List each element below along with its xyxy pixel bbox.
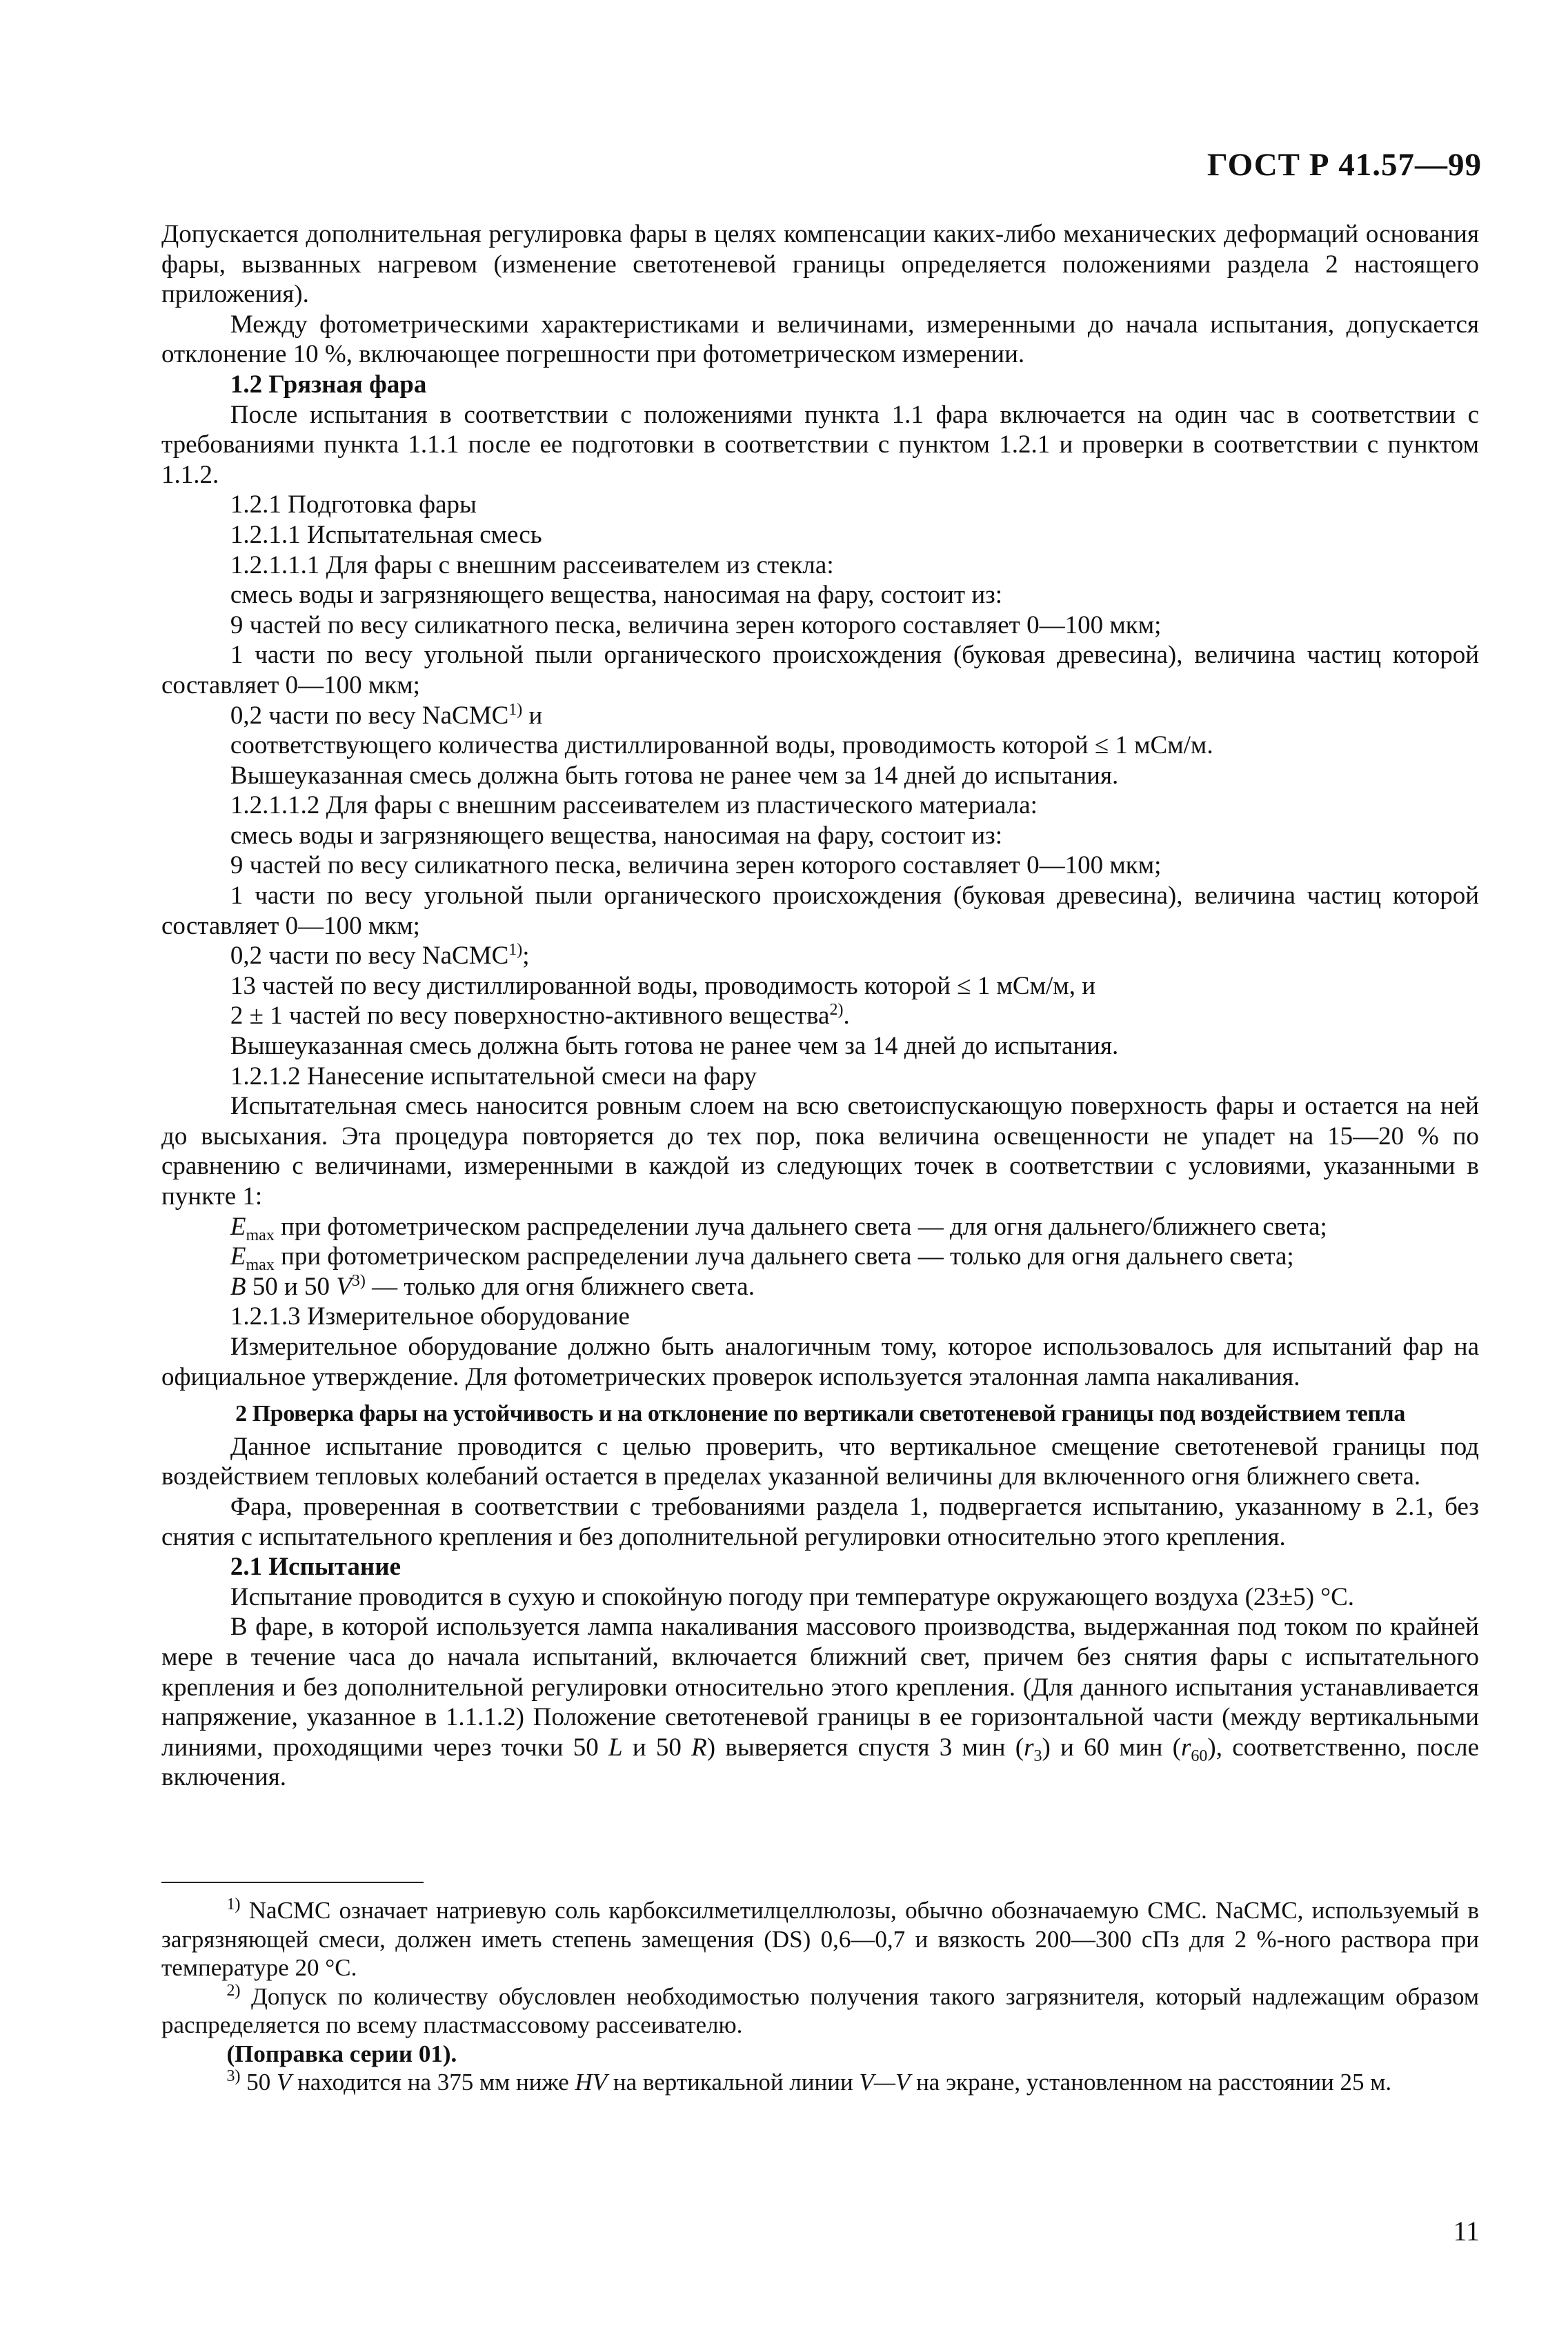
paragraph: После испытания в соответствии с положениями пункта 1.1 фара включается на один час в соответствии с требованиями пункта 1.1.1 после ее подготовки в соответствии с пунктом 1.2.1 и проверки в соответствии с пунктом 1.1.2. — [161, 400, 1479, 489]
document-body — [161, 219, 1479, 1793]
paragraph: Между фотометрическими характеристиками и величинами, измеренными до начала испытания, допускается отклонение 10 %, включающее погрешности при фотометрическом измерении. — [161, 310, 1479, 369]
footnote-ref: 1) — [508, 700, 523, 719]
list-item: 1 части по весу угольной пыли органического происхождения (буковая древесина), величина частиц которой составляет 0—100 мкм; — [161, 641, 1479, 699]
footnote-divider — [161, 1882, 424, 1883]
subsection-heading: 1.2.1.2 Нанесение испытательной смеси на фару — [230, 1062, 757, 1091]
list-item: 0,2 части по весу NaCMC$^{1)}$ и — [230, 700, 543, 730]
paragraph: В фаре, в которой используется лампа накаливания массового производства, выдержанная под током по крайней мере в течение часа до начала испытаний, включается ближний свет, причем без снятия фары с испытательного крепления и без дополнительной регулировки относительно этого крепления. (Для данного испытания устанавливается напряжение, указанное в 1.1.1.2) Положение светотеневой границы в ее горизонтальной части (между вертикальными линиями, проходящими через точки 50 L и 50 R) выверяется спустя 3 мин $(r_3)$ и 60 мин $(r_{60})$, соответственно, после включения. — [161, 1613, 1480, 1792]
list-item: смесь воды и загрязняющего вещества, наносимая на фару, состоит из: — [230, 821, 1003, 850]
paragraph: Испытание проводится в сухую и спокойную погоду при температуре окружающего воздуха (23±5) °С. — [230, 1582, 1355, 1611]
document-header: ГОСТ Р 41.57—99 — [1207, 147, 1482, 183]
list-item: смесь воды и загрязняющего вещества, наносимая на фару, состоит из: — [230, 581, 1003, 610]
list-item: $E_{max}$ при фотометрическом распределении луча дальнего света — только для огня дальнего света; — [230, 1242, 1294, 1275]
footnote-ref: 2) — [829, 1001, 844, 1019]
paragraph: Фара, проверенная в соответствии с требованиями раздела 1, подвергается испытанию, указанному в 2.1, без снятия с испытательного крепления и без дополнительной регулировки относительно этого крепления. — [161, 1492, 1479, 1551]
paragraph: Данное испытание проводится с целью проверить, что вертикальное смещение светотеневой границы под воздействием тепловых колебаний остается в пределах указанной величины для включенного огня ближнего света. — [161, 1432, 1479, 1491]
paragraph: Испытательная смесь наносится ровным слоем на всю светоиспускающую поверхность фары и остается на ней до высыхания. Эта процедура повторяется до тех пор, пока величина освещенности не упадет на 15—20 % по сравнению с величинами, измеренными в каждой из следующих точек в соответствии с условиями, указанными в пункте 1: — [161, 1092, 1479, 1211]
list-item: 0,2 части по весу NaCMC$^{1)}$; — [230, 941, 530, 971]
list-item: $E_{max}$ при фотометрическом распределении луча дальнего света — для огня дальнего/ближнего света; — [230, 1212, 1327, 1244]
section-heading-1-2: 1.2 Грязная фара — [230, 370, 427, 399]
footnote: $^{2)}$ Допуск по количеству обусловлен необходимостью получения такого загрязнителя, который надлежащим образом распределяется по всему пластмассовому рассеивателю. — [161, 1981, 1479, 2038]
section-heading-2-1: 2.1 Испытание — [230, 1553, 401, 1582]
subsection-heading: 1.2.1.1.1 Для фары с внешним рассеивателем из стекла: — [230, 550, 834, 579]
subsection-heading: 1.2.1.3 Измерительное оборудование — [230, 1302, 630, 1331]
list-item: соответствующего количества дистиллированной воды, проводимость которой ≤ 1 мСм/м. — [230, 731, 1213, 760]
paragraph: Допускается дополнительная регулировка фары в целях компенсации каких-либо механических деформаций основания фары, вызванных нагревом (изменение светотеневой границы определяется положениями раздела 2 настоящего приложения). — [161, 220, 1479, 309]
footnote-ref: 1) — [508, 941, 523, 959]
list-item: 2 ± 1 частей по весу поверхностно-активного вещества$^{2)}$. — [230, 1001, 850, 1031]
footnotes — [161, 1896, 1479, 2097]
paragraph: Измерительное оборудование должно быть аналогичным тому, которое использовалось для испытаний фар на официальное утверждение. Для фотометрических проверок используется эталонная лампа накаливания. — [161, 1332, 1479, 1391]
list-item: 13 частей по весу дистиллированной воды, проводимость которой ≤ 1 мСм/м, и — [230, 971, 1095, 1000]
list-item: Вышеуказанная смесь должна быть готова не ранее чем за 14 дней до испытания. — [230, 761, 1119, 790]
list-item: Вышеуказанная смесь должна быть готова не ранее чем за 14 дней до испытания. — [230, 1032, 1119, 1061]
list-item: 9 частей по весу силикатного песка, величина зерен которого составляет 0—100 мкм; — [230, 851, 1162, 880]
page-number: 11 — [1453, 2216, 1480, 2247]
footnote-ref: 3) — [351, 1271, 366, 1290]
list-item: 9 частей по весу силикатного песка, величина зерен которого составляет 0—100 мкм; — [230, 610, 1162, 639]
list-item: 1 части по весу угольной пыли органического происхождения (буковая древесина), величина частиц которой составляет 0—100 мкм; — [161, 882, 1479, 940]
footnote: $^{3)}$ 50 V находится на 375 мм ниже HV на вертикальной линии V—V на экране, установленном на расстоянии 25 м. — [226, 2067, 1392, 2096]
subsection-heading: 1.2.1.1 Испытательная смесь — [230, 520, 542, 549]
amendment-note: (Поправка серии 01). — [226, 2040, 457, 2067]
footnote: $^{1)}$ NaCMC означает натриевую соль карбоксилметилцеллюлозы, обычно обозначаемую СМС. NaCMC, используемый в загрязняющей смеси, должен иметь степень замещения (DS) 0,6—0,7 и вязкость 200—300 сПз для 2 %-ного раствора при температуре 20 °С. — [161, 1896, 1479, 1981]
list-item: B 50 и 50 $V^{3)}$ — только для огня ближнего света. — [230, 1271, 755, 1301]
subsection-heading: 1.2.1 Подготовка фары — [230, 490, 477, 519]
section-heading-2: 2 Проверка фары на устойчивость и на отклонение по вертикали светотеневой границы под воздействием тепла — [235, 1401, 1405, 1427]
subsection-heading: 1.2.1.1.2 Для фары с внешним рассеивателем из пластического материала: — [230, 791, 1038, 820]
